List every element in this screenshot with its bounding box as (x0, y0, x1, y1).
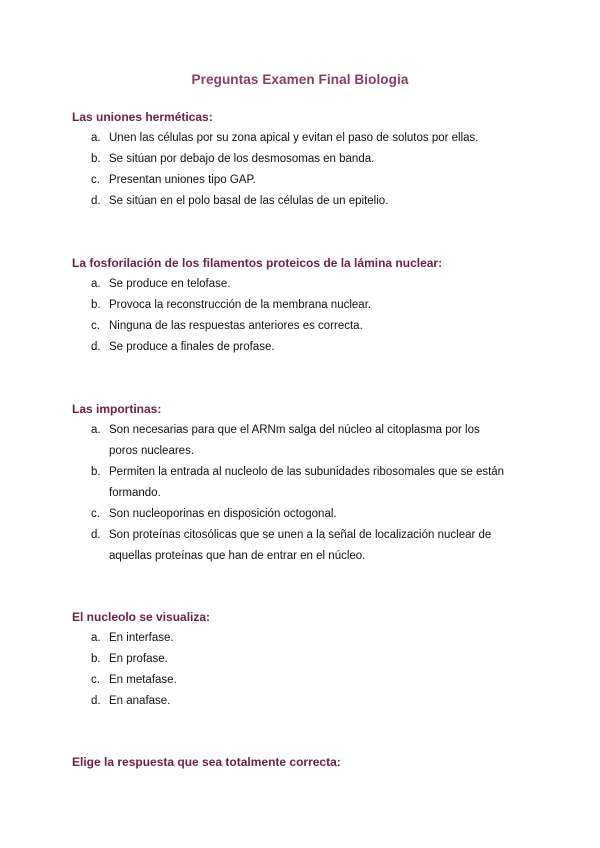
option-letter: b. (91, 153, 101, 165)
option-text: Permiten la entrada al nucleolo de las subunidades ribosomales que se están formando. (109, 466, 505, 499)
option-item (72, 525, 528, 567)
option-list (72, 128, 528, 212)
option-text: Se produce a finales de profase. (109, 341, 275, 353)
option-text: Se produce en telofase. (109, 278, 231, 290)
option-letter: d. (91, 341, 101, 353)
option-letter: a. (91, 632, 101, 644)
option-list (72, 274, 528, 358)
option-letter: d. (91, 695, 101, 707)
option-text: Unen las células por su zona apical y evitan el paso de solutos por ellas. (109, 132, 479, 144)
question-text: Las importinas: (72, 402, 162, 416)
question-text: La fosforilación de los filamentos proteicos de la lámina nuclear: (72, 256, 443, 270)
question-text: El nucleolo se visualiza: (72, 610, 211, 624)
option-list (72, 420, 528, 567)
option-item (72, 274, 528, 295)
option-letter: c. (91, 674, 100, 686)
option-letter: c. (91, 508, 100, 520)
option-item (72, 628, 528, 649)
option-text: Ninguna de las respuestas anteriores es correcta. (109, 320, 363, 332)
option-text: En profase. (109, 653, 168, 665)
question-4 (72, 609, 528, 712)
option-letter: c. (91, 174, 100, 186)
option-text: Son proteínas citosólicas que se unen a la señal de localización nuclear de aquellas proteínas que han de entrar en el núcleo. (109, 529, 492, 562)
option-item (72, 462, 528, 504)
option-letter: a. (91, 132, 101, 144)
option-item (72, 316, 528, 337)
option-letter: a. (91, 424, 101, 436)
question-text: Elige la respuesta que sea totalmente correcta: (72, 755, 341, 769)
question-5 (72, 754, 528, 770)
option-letter: b. (91, 466, 101, 478)
option-item (72, 670, 528, 691)
option-item (72, 191, 528, 212)
option-text: En anafase. (109, 695, 171, 707)
option-item (72, 149, 528, 170)
option-letter: c. (91, 320, 100, 332)
option-list (72, 628, 528, 712)
question-1 (72, 109, 528, 212)
option-text: Se sitúan por debajo de los desmosomas en banda. (109, 153, 375, 165)
option-item (72, 649, 528, 670)
document-title: Preguntas Examen Final Biologia (191, 72, 409, 87)
option-text: Presentan uniones tipo GAP. (109, 174, 256, 186)
option-letter: b. (91, 653, 101, 665)
option-item (72, 170, 528, 191)
option-letter: d. (91, 195, 101, 207)
option-item (72, 420, 528, 462)
option-text: En metafase. (109, 674, 177, 686)
question-3 (72, 401, 528, 567)
option-text: Se sitúan en el polo basal de las células de un epitelio. (109, 195, 389, 207)
question-text: Las uniones herméticas: (72, 110, 213, 124)
question-2 (72, 255, 528, 358)
option-text: Son necesarias para que el ARNm salga del núcleo al citoplasma por los poros nucleares. (109, 424, 480, 457)
option-item (72, 504, 528, 525)
option-letter: a. (91, 278, 101, 290)
option-text: En interfase. (109, 632, 174, 644)
option-text: Son nucleoporinas en disposición octogonal. (109, 508, 337, 520)
option-item (72, 691, 528, 712)
option-letter: b. (91, 299, 101, 311)
option-text: Provoca la reconstrucción de la membrana nuclear. (109, 299, 372, 311)
option-item (72, 128, 528, 149)
option-item (72, 337, 528, 358)
option-item (72, 295, 528, 316)
option-letter: d. (91, 529, 101, 541)
